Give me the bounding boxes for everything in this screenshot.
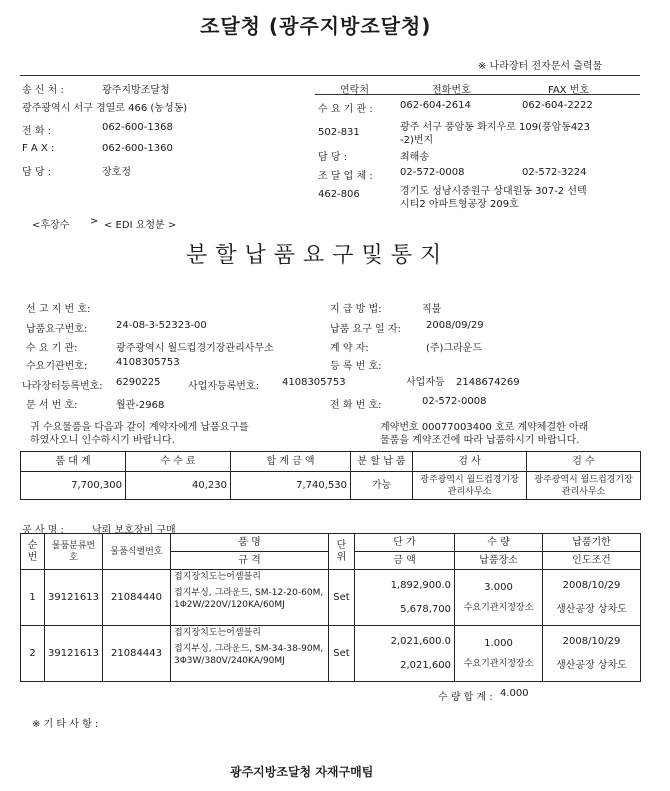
tel-label: 전 화 번 호: [330, 400, 382, 411]
vendor-addr2: 시티2 아파트형공장 209호 [400, 199, 519, 210]
reg-no-label: 등 록 번 호: [330, 361, 382, 372]
biz-reg-value: 2148674269 [456, 377, 520, 388]
demand-org-no-value: 4108305753 [116, 357, 180, 368]
item-price-amount [355, 626, 455, 682]
qty-total-label: 수 량 합 계 : [438, 692, 493, 703]
table-row [21, 570, 641, 626]
split-delivery: 가능 [351, 472, 413, 500]
summary-table [20, 451, 641, 500]
vendor-label: 조 달 업 체 : [318, 171, 373, 182]
item-qty: 3.000 [484, 581, 513, 593]
fax-value: 062-600-1360 [102, 143, 173, 154]
project-value: 낙뢰 보호장비 구매 [92, 525, 176, 536]
item-name-spec [171, 626, 329, 682]
demand-phone: 062-604-2614 [400, 100, 471, 111]
item-delivery: 생산공장 상차도 [556, 659, 627, 671]
summary-header: 검 사 [413, 452, 527, 472]
summary-header: 합 계 금 액 [231, 452, 351, 472]
doc-no-value: 월관-2968 [116, 400, 165, 411]
col-fax: FAX 번호 [548, 85, 590, 96]
g2b-no-value: 6290225 [116, 377, 161, 388]
page-title: 조달청 (광주지방조달청) [200, 14, 432, 38]
header-delivery: 인도조건 [543, 552, 641, 570]
request-date-value: 2008/09/29 [426, 320, 484, 331]
item-delivery: 생산공장 상차도 [556, 603, 627, 615]
items-header-row [21, 534, 641, 552]
vendor-phone: 02-572-0008 [400, 167, 465, 178]
header-price: 단 가 [355, 534, 455, 552]
table-row [21, 626, 641, 682]
header-name: 품 명 [171, 534, 329, 552]
summary-header: 분 할 납 품 [351, 452, 413, 472]
demand-org-label: 수 요 기 관: [26, 343, 78, 354]
sender-label: 송 신 처 : [22, 85, 64, 96]
header-place: 납품장소 [455, 552, 543, 570]
route-from: <후장수 [32, 220, 70, 231]
item-price-amount [355, 570, 455, 626]
header-no-1: 순 [27, 539, 38, 551]
grand-total: 7,740,530 [231, 472, 351, 500]
summary-header-row [21, 452, 641, 472]
item-amount: 2,021,600 [400, 659, 451, 671]
item-ident-no: 21084443 [103, 626, 171, 682]
route-to: < EDI 요청분 > [104, 220, 177, 231]
item-ident-no: 21084440 [103, 570, 171, 626]
header-ident-no: 물품식별번호 [103, 534, 171, 570]
notice-left-1: 귀 수요물품을 다음과 같이 계약자에게 납품요구를 [30, 422, 249, 433]
vendor-addr1: 경기도 성남시중원구 상대원동 307-2 선텍 [400, 186, 587, 197]
item-amount: 5,678,700 [400, 603, 451, 615]
demand-org-value: 광주광역시 월드컵경기장관리사무소 [116, 343, 274, 354]
sender-address: 광주광역시 서구 경열로 466 (농성동) [22, 103, 188, 114]
header-no-2: 번 [27, 551, 38, 563]
header-amount: 금 액 [355, 552, 455, 570]
divider [315, 94, 640, 95]
biz-no-value: 4108305753 [282, 377, 346, 388]
acceptance: 광주광역시 월드컵경기장관리사무소 [527, 472, 641, 500]
item-class-no: 39121613 [45, 570, 103, 626]
summary-header: 품 대 계 [21, 452, 126, 472]
demand-zip: 502-831 [318, 127, 360, 138]
qty-total-value: 4.000 [500, 688, 529, 699]
contractor-label: 계 약 자: [330, 343, 369, 354]
item-name: 접지장치도는어셈블리 [174, 628, 261, 638]
payment-value: 직불 [422, 304, 442, 315]
item-qty-place [455, 626, 543, 682]
col-phone: 전화번호 [432, 85, 471, 96]
contractor-value: (주)그라운드 [426, 343, 483, 354]
inspection: 광주광역시 월드컵경기장관리사무소 [413, 472, 527, 500]
header-no [21, 534, 45, 570]
request-no-value: 24-08-3-52323-00 [116, 320, 207, 331]
notice-no-label: 선 고 지 번 호: [26, 304, 91, 315]
item-price: 1,892,900.0 [390, 579, 451, 591]
document-title: 분할납품요구및통지 [186, 243, 450, 268]
col-contact: 연락처 [340, 85, 369, 96]
item-no: 2 [21, 626, 45, 682]
item-unit: Set [329, 570, 355, 626]
g2b-no-label: 나라장터등록번호: [22, 381, 103, 392]
phone-value: 062-600-1368 [102, 122, 173, 133]
item-due: 2008/10/29 [562, 579, 621, 591]
goods-total: 7,700,300 [21, 472, 126, 500]
project-label: 공 사 명 : [22, 525, 64, 536]
header-due: 납품기한 [543, 534, 641, 552]
route-sep: > [90, 216, 99, 227]
demand-org-no-label: 수요기관번호: [26, 361, 88, 372]
tel-value: 02-572-0008 [422, 396, 487, 407]
divider [20, 75, 640, 76]
item-spec: 접지부싱, 그라운드, SM-12-20-60M, 1Φ2W/220V/120KA/60MJ [174, 588, 324, 610]
header-unit: 단위 [329, 534, 355, 570]
notice-right-2: 물품을 계약조건에 따라 납품하시기 바랍니다. [380, 435, 580, 446]
item-qty-place [455, 570, 543, 626]
item-qty: 1.000 [484, 637, 513, 649]
item-name: 접지장치도는어셈블리 [174, 572, 261, 582]
summary-header: 수 수 료 [126, 452, 231, 472]
officer-value: 최해송 [400, 152, 429, 163]
issuer-name: 광주지방조달청 자재구매팀 [230, 765, 374, 779]
summary-header: 검 수 [527, 452, 641, 472]
header-class-no: 물품분류번호 [45, 534, 103, 570]
sender-value: 광주지방조달청 [102, 85, 170, 96]
notice-left-2: 하였사오니 인수하시기 바랍니다. [30, 435, 175, 446]
demand-addr2: -2)번지 [400, 135, 434, 146]
item-price: 2,021,600.0 [390, 635, 451, 647]
fee: 40,230 [126, 472, 231, 500]
officer-value: 장호정 [102, 167, 131, 178]
biz-no-label: 사업자등록번호: [188, 381, 259, 392]
biz-reg-label: 사업자등 [406, 377, 445, 388]
item-no: 1 [21, 570, 45, 626]
vendor-fax: 02-572-3224 [522, 167, 587, 178]
items-table [20, 533, 641, 682]
item-class-no: 39121613 [45, 626, 103, 682]
phone-label: 전 화 : [22, 126, 52, 137]
header-spec: 규 격 [171, 552, 329, 570]
request-no-label: 납품요구번호: [26, 324, 88, 335]
demand-addr1: 광주 서구 풍암동 화지우로 109(풍암동423 [400, 122, 591, 133]
vendor-zip: 462-806 [318, 189, 360, 200]
demand-fax: 062-604-2222 [522, 100, 593, 111]
item-due: 2008/10/29 [562, 635, 621, 647]
header-qty: 수 량 [455, 534, 543, 552]
item-unit: Set [329, 626, 355, 682]
doc-no-label: 문 서 번 호: [26, 400, 78, 411]
item-place: 수요기관지정장소 [463, 658, 534, 669]
item-due-delivery [543, 626, 641, 682]
other-remarks-label: ※ 기 타 사 항 : [32, 719, 99, 730]
demand-label: 수 요 기 관 : [318, 104, 373, 115]
officer-label: 담 당 : [22, 167, 52, 178]
item-due-delivery [543, 570, 641, 626]
officer-label: 담 당 : [318, 152, 348, 163]
print-note: ※ 나라장터 전자문서 출력물 [478, 61, 603, 72]
payment-label: 지 급 방 법: [330, 304, 382, 315]
request-date-label: 납품 요구 일 자: [330, 324, 401, 335]
summary-row [21, 472, 641, 500]
item-place: 수요기관지정장소 [463, 602, 534, 613]
item-spec: 접지부싱, 그라운드, SM-34-38-90M, 3Φ3W/380V/240KA/90MJ [174, 644, 324, 666]
fax-label: F A X : [22, 143, 55, 154]
notice-right-1: 계약번호 00077003400 호로 계약체결한 아래 [380, 422, 589, 433]
item-name-spec [171, 570, 329, 626]
